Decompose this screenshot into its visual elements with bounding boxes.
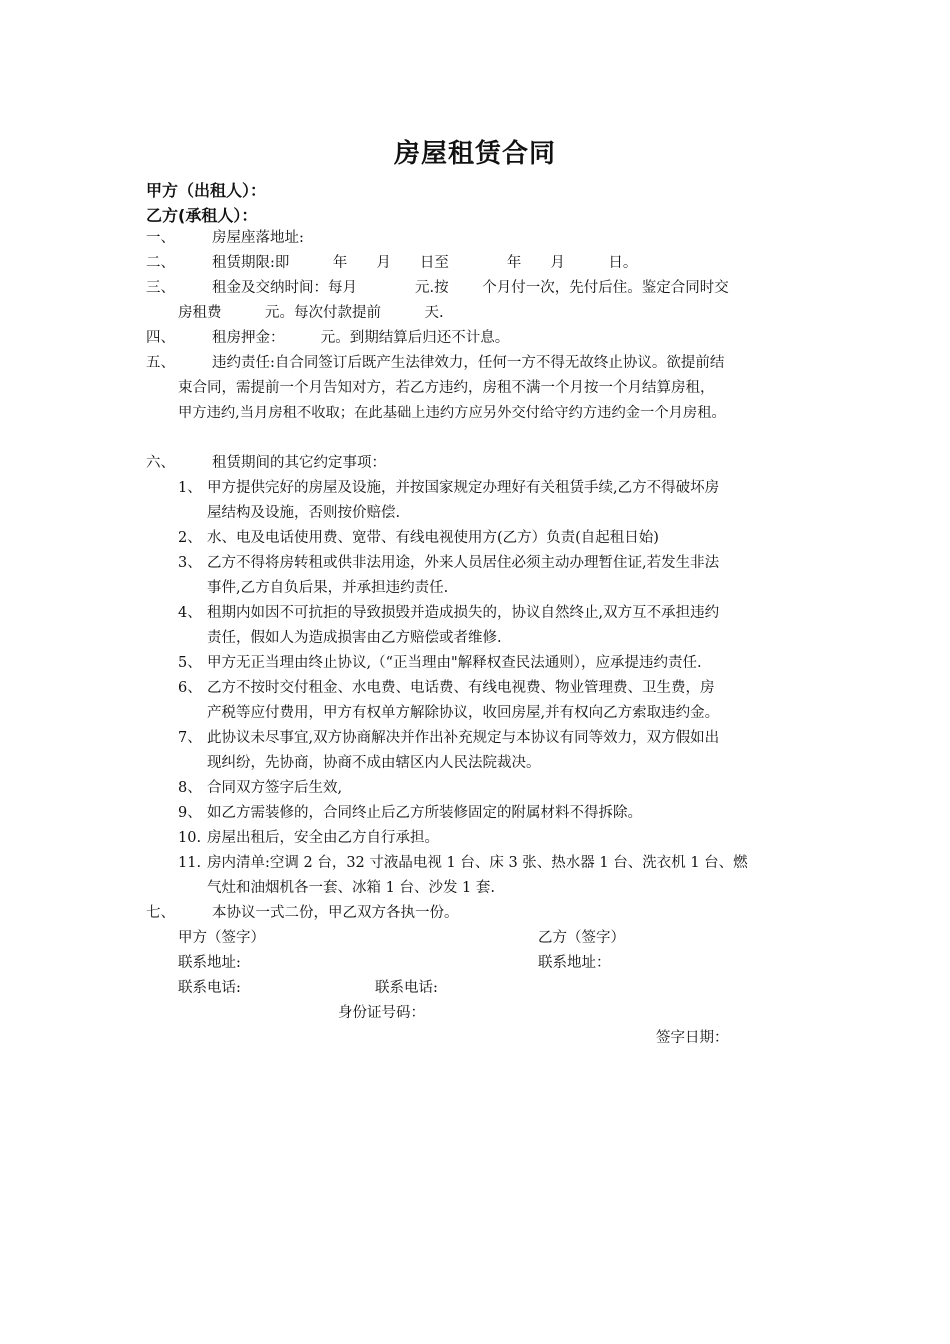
clause-3-text-line-2: 房租费 元。每次付款提前 天. bbox=[178, 305, 444, 321]
item-10-number: 10. bbox=[178, 830, 202, 846]
clause-6-number: 六、 bbox=[146, 455, 175, 471]
party-b-address-label: 联系地址： bbox=[538, 955, 611, 971]
party-a-signature-label: 甲方（签字） bbox=[178, 930, 265, 946]
item-6-line-1: 乙方不按时交付租金、水电费、电话费、有线电视费、物业管理费、卫生费，房 bbox=[207, 680, 715, 696]
item-7-line-2: 现纠纷，先协商，协商不成由辖区内人民法院裁决。 bbox=[207, 755, 541, 771]
item-8-number: 8、 bbox=[178, 780, 202, 796]
clause-2-number: 二、 bbox=[146, 255, 175, 271]
item-2-line-1: 水、电及电话使用费、宽带、有线电视使用方(乙方）负责(自起租日始) bbox=[207, 530, 659, 546]
item-1-line-2: 屋结构及设施，否则按价赔偿. bbox=[207, 505, 401, 521]
party-b-phone-label: 联系电话: bbox=[375, 980, 438, 996]
party-b-signature-label: 乙方（签字） bbox=[538, 930, 625, 946]
item-11-line-2: 气灶和油烟机各一套、冰箱 1 台、沙发 1 套. bbox=[207, 880, 495, 896]
clause-5-text-line-3: 甲方违约,当月房租不收取；在此基础上违约方应另外交付给守约方违约金一个月房租。 bbox=[178, 405, 726, 421]
clause-5-text-line-1: 违约责任:自合同签订后既产生法律效力，任何一方不得无故终止协议。欲提前结 bbox=[212, 355, 725, 371]
item-2-number: 2、 bbox=[178, 530, 202, 546]
item-7-line-1: 此协议未尽事宜,双方协商解决并作出补充规定与本协议有同等效力，双方假如出 bbox=[207, 730, 720, 746]
party-a-phone-label: 联系电话: bbox=[178, 980, 241, 996]
item-10-line-1: 房屋出租后，安全由乙方自行承担。 bbox=[207, 830, 439, 846]
item-3-line-2: 事件,乙方自负后果，并承担违约责任. bbox=[207, 580, 449, 596]
clause-2-text: 租赁期限:即 年 月 日至 年 月 日。 bbox=[212, 255, 638, 271]
clause-3-number: 三、 bbox=[146, 280, 175, 296]
item-1-number: 1、 bbox=[178, 480, 202, 496]
item-11-number: 11. bbox=[178, 855, 202, 871]
item-6-number: 6、 bbox=[178, 680, 202, 696]
clause-4-number: 四、 bbox=[146, 330, 175, 346]
item-11-line-1: 房内清单:空调 2 台，32 寸液晶电视 1 台、床 3 张、热水器 1 台、洗衣机 1 台、燃 bbox=[207, 855, 748, 871]
item-1-line-1: 甲方提供完好的房屋及设施，并按国家规定办理好有关租赁手续,乙方不得破坏房 bbox=[207, 480, 720, 496]
item-3-number: 3、 bbox=[178, 555, 202, 571]
party-a-address-label: 联系地址: bbox=[178, 955, 241, 971]
party-b-label: 乙方(承租人）： bbox=[146, 206, 258, 225]
item-6-line-2: 产税等应付费用，甲方有权单方解除协议，收回房屋,并有权向乙方索取违约金。 bbox=[207, 705, 720, 721]
clause-4-text: 租房押金： 元。到期结算后归还不计息。 bbox=[212, 330, 510, 346]
item-4-number: 4、 bbox=[178, 605, 202, 621]
item-3-line-1: 乙方不得将房转租或供非法用途，外来人员居住必须主动办理暂住证,若发生非法 bbox=[207, 555, 720, 571]
item-8-line-1: 合同双方签字后生效, bbox=[207, 780, 343, 796]
item-4-line-2: 责任，假如人为造成损害由乙方赔偿或者维修. bbox=[207, 630, 502, 646]
item-5-number: 5、 bbox=[178, 655, 202, 671]
signature-date-label: 签字日期： bbox=[656, 1030, 729, 1046]
party-a-label: 甲方（出租人）： bbox=[146, 181, 267, 200]
id-number-label: 身份证号码： bbox=[338, 1005, 425, 1021]
clause-1-text: 房屋座落地址: bbox=[212, 230, 304, 246]
clause-3-text-line-1: 租金及交纳时间：每月 元.按 个月付一次，先付后住。鉴定合同时交 bbox=[212, 280, 729, 296]
clause-1-number: 一、 bbox=[146, 230, 175, 246]
contract-title: 房屋租赁合同 bbox=[393, 139, 556, 169]
item-5-line-1: 甲方无正当理由终止协议,（“正当理由"解释权查民法通则），应承提违约责任. bbox=[207, 655, 702, 671]
item-9-line-1: 如乙方需装修的，合同终止后乙方所装修固定的附属材料不得拆除。 bbox=[207, 805, 642, 821]
clause-5-number: 五、 bbox=[146, 355, 175, 371]
clause-5-text-line-2: 束合同，需提前一个月告知对方，若乙方违约，房租不满一个月按一个月结算房租， bbox=[178, 380, 715, 396]
item-4-line-1: 租期内如因不可抗拒的导致损毁并造成损失的，协议自然终止,双方互不承担违约 bbox=[207, 605, 720, 621]
clause-6-text: 租赁期间的其它约定事项： bbox=[212, 455, 386, 471]
item-9-number: 9、 bbox=[178, 805, 202, 821]
item-7-number: 7、 bbox=[178, 730, 202, 746]
clause-7-number: 七、 bbox=[146, 905, 175, 921]
clause-7-text: 本协议一式二份，甲乙双方各执一份。 bbox=[212, 905, 459, 921]
